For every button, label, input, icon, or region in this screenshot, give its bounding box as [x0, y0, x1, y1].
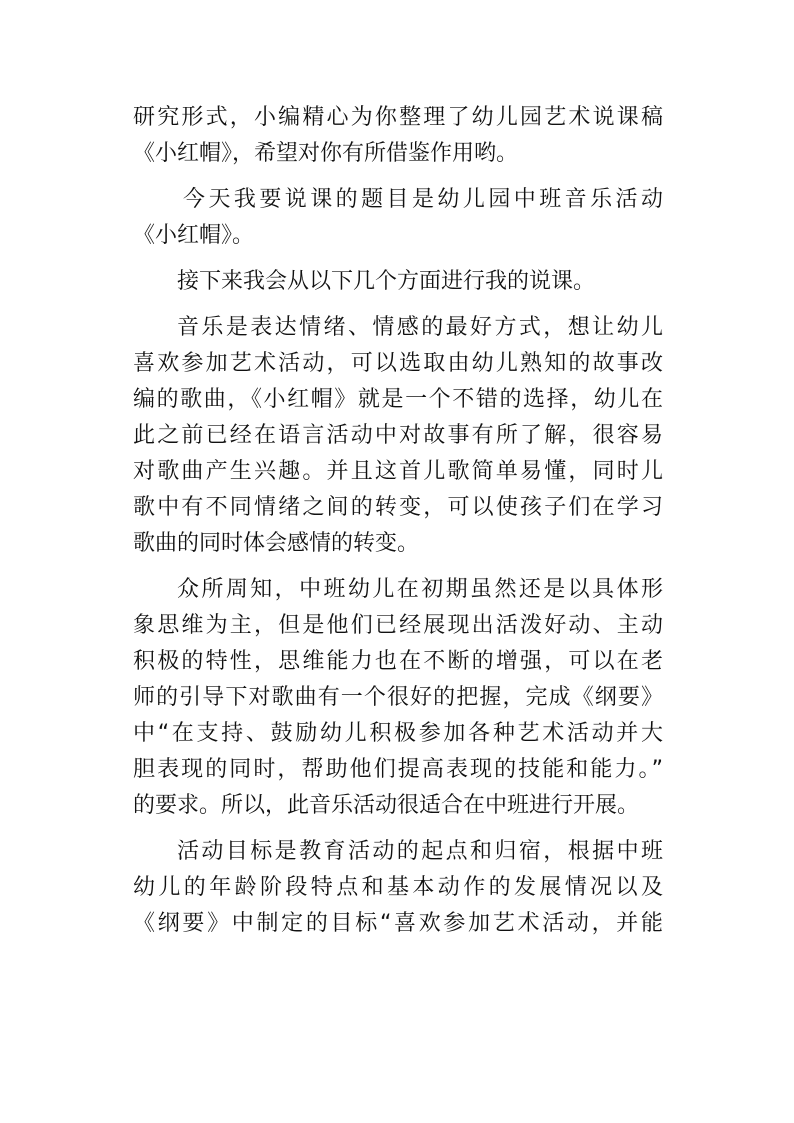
paragraph-learners [133, 572, 663, 824]
paragraph-topic [133, 182, 663, 254]
text-line: 研究形式，小编精心为你整理了幼儿园艺术说课稿 [133, 105, 663, 130]
text-line: 接下来我会从以下几个方面进行我的说课。 [177, 269, 596, 294]
paragraph-material [133, 310, 663, 562]
text-line: 的要求。所以，此音乐活动很适合在中班进行开展。 [133, 793, 640, 818]
paragraph-goals [133, 834, 663, 942]
text-line: 今天我要说课的题目是幼儿园中班音乐活动 [183, 187, 663, 212]
text-line: 象思维为主，但是他们已经展现出活泼好动、主动 [133, 613, 663, 638]
text-line: 喜欢参加艺术活动，可以选取由幼儿熟知的故事改 [133, 351, 663, 376]
text-line: 中“在支持、鼓励幼儿积极参加各种艺术活动并大 [133, 721, 663, 746]
text-line: 《纲要》中制定的目标“喜欢参加艺术活动，并能 [133, 911, 663, 936]
text-line: 幼儿的年龄阶段特点和基本动作的发展情况以及 [133, 875, 663, 900]
text-line: 众所周知，中班幼儿在初期虽然还是以具体形 [177, 577, 663, 602]
text-line: 此之前已经在语言活动中对故事有所了解，很容易 [133, 423, 663, 448]
paragraph-intro [133, 100, 663, 172]
text-line: 积极的特性，思维能力也在不断的增强，可以在老 [133, 649, 663, 674]
text-line: 编的歌曲，《小红帽》就是一个不错的选择，幼儿在 [133, 387, 663, 412]
text-line: 歌中有不同情绪之间的转变，可以使孩子们在学习 [133, 495, 663, 520]
text-line: 师的引导下对歌曲有一个很好的把握，完成《纲要》 [133, 685, 663, 710]
text-line: 歌曲的同时体会感情的转变。 [133, 531, 420, 556]
text-line: 《小红帽》，希望对你有所借鉴作用哟。 [133, 141, 519, 166]
text-line: 对歌曲产生兴趣。并且这首儿歌简单易懂，同时儿 [133, 459, 663, 484]
paragraph-outline [133, 264, 663, 300]
body-text [133, 100, 663, 942]
text-line: 《小红帽》。 [133, 223, 255, 248]
text-line: 胆表现的同时，帮助他们提高表现的技能和能力。” [133, 757, 663, 782]
text-line: 音乐是表达情绪、情感的最好方式，想让幼儿 [177, 315, 663, 340]
text-line: 活动目标是教育活动的起点和归宿，根据中班 [177, 839, 663, 864]
